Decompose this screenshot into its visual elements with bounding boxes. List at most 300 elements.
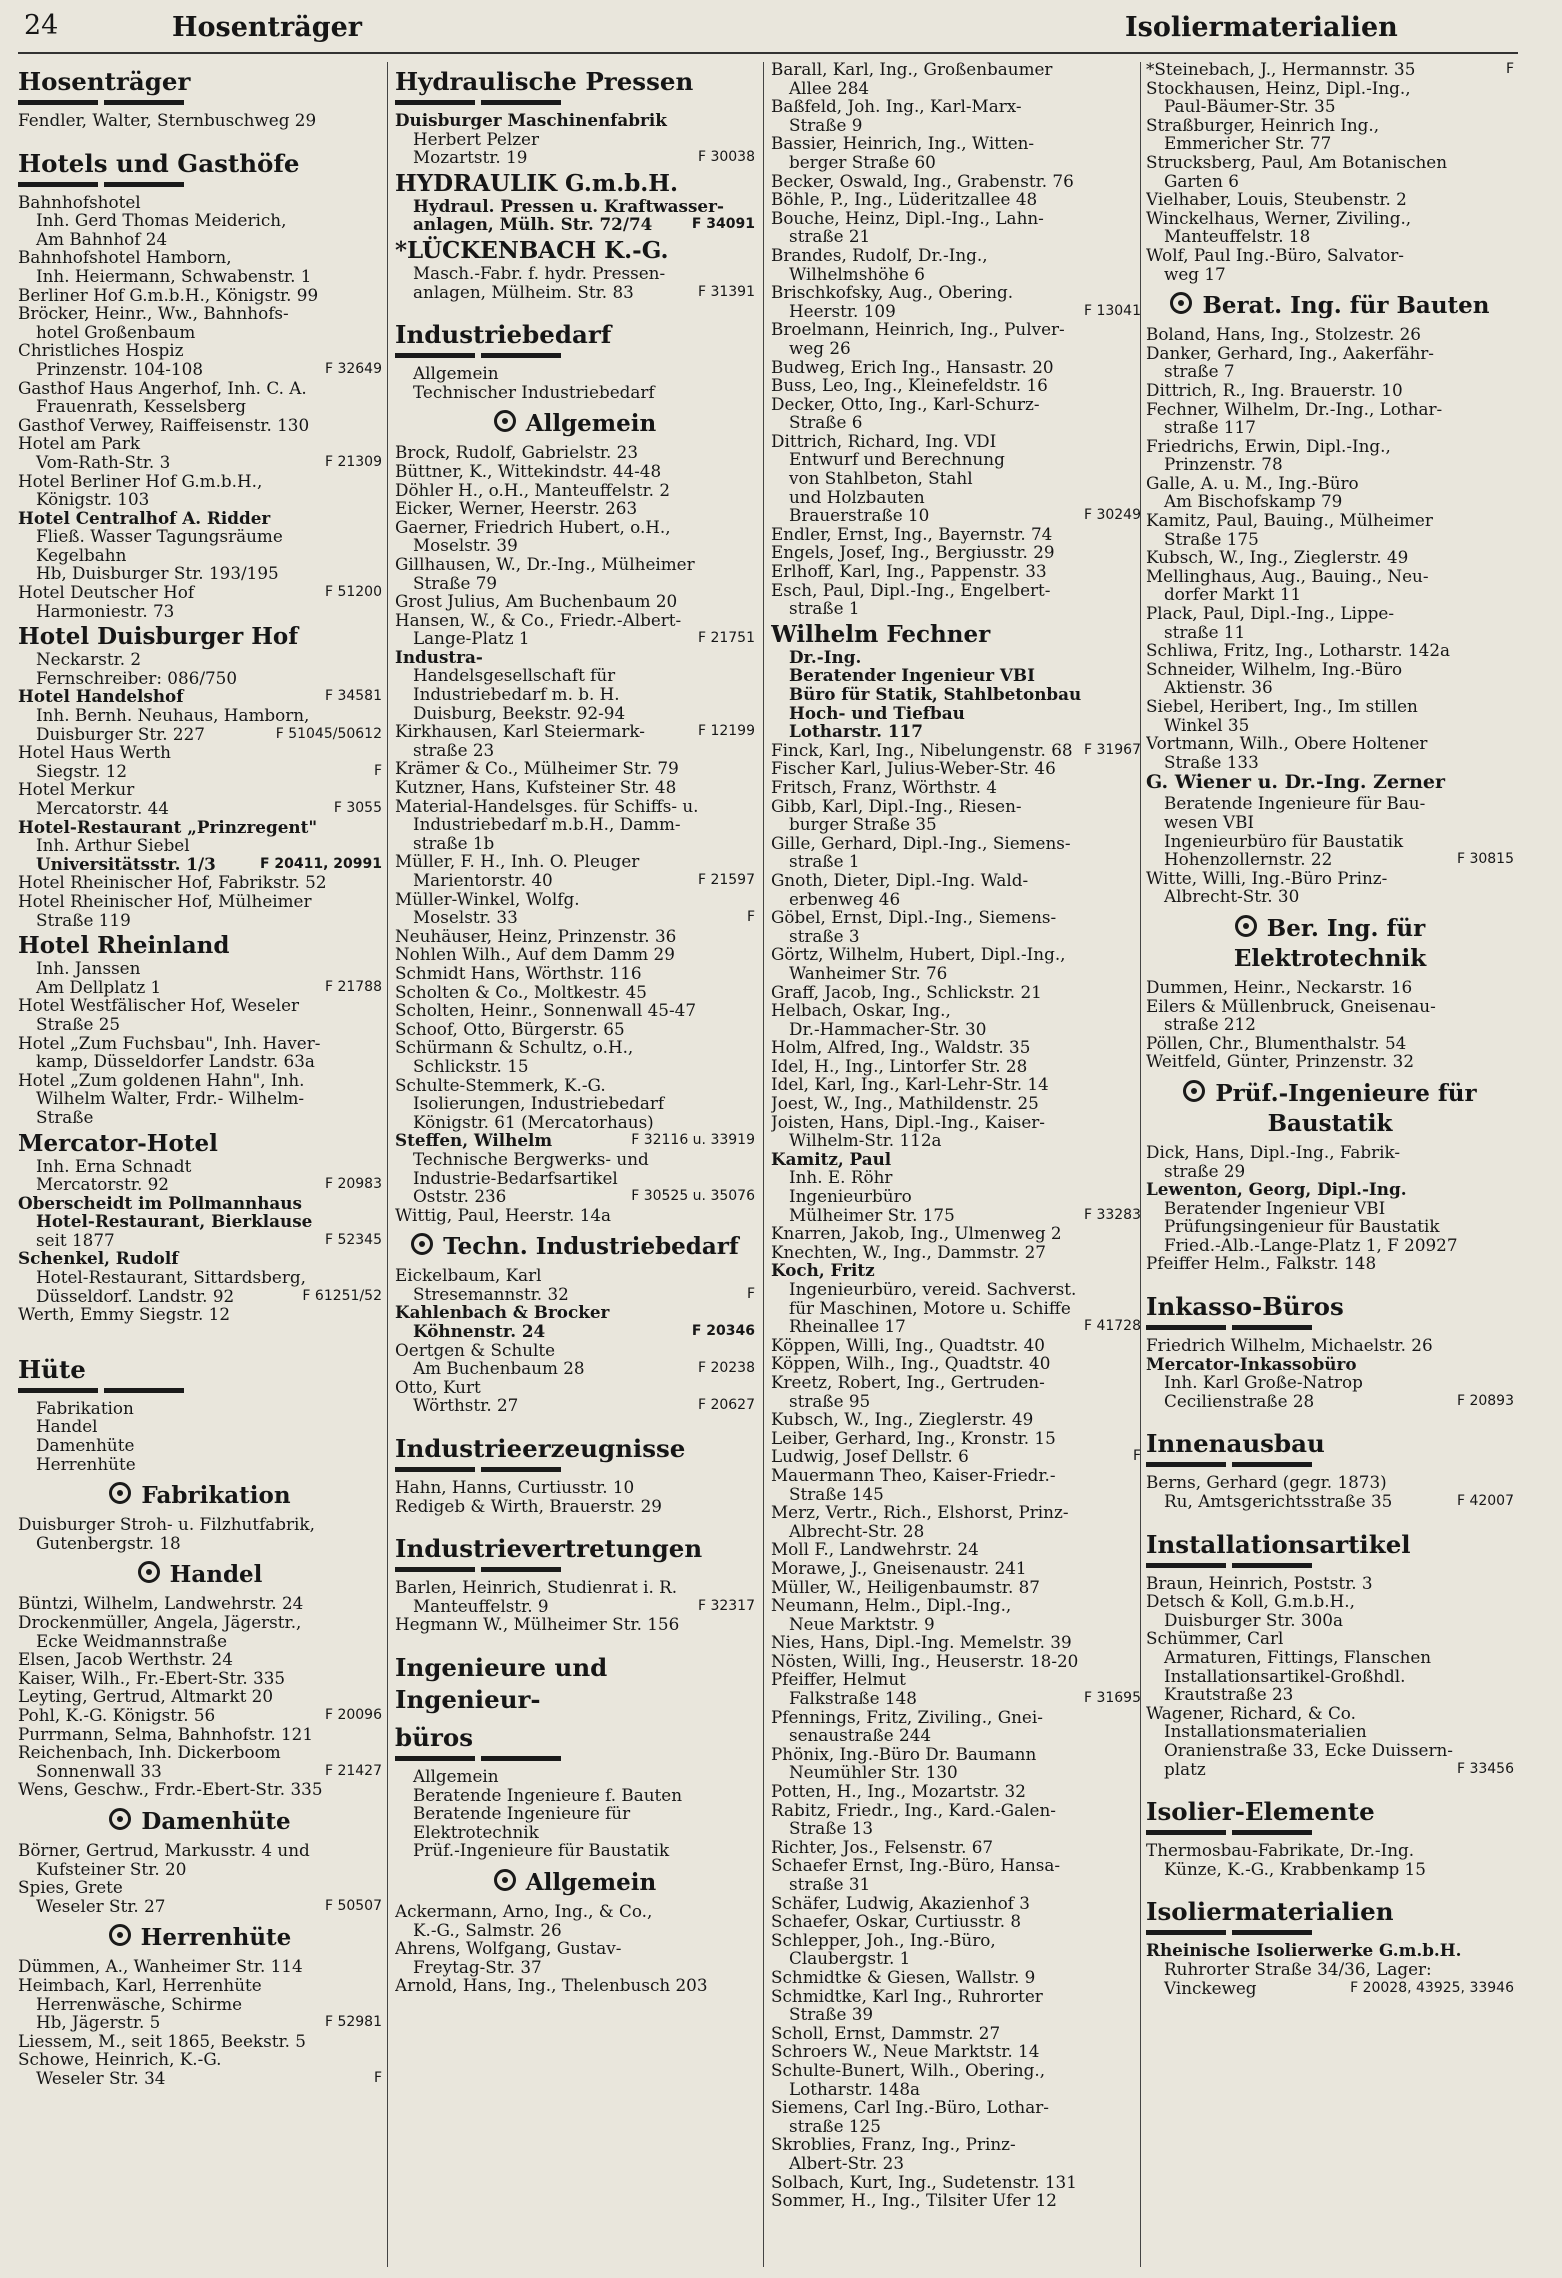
listing-line [395, 964, 755, 983]
listing-line [771, 469, 1141, 488]
heading-rule [1146, 1462, 1316, 1467]
listing-line [1146, 209, 1514, 228]
listing-text: Pöllen, Chr., Blumenthalstr. 54 [1146, 1032, 1407, 1053]
phone-number: F [1132, 1448, 1141, 1465]
listing-text: Kutzner, Hans, Kufsteiner Str. 48 [395, 777, 677, 798]
listing-line [1146, 1236, 1514, 1255]
listing-text: Schmidt Hans, Wörthstr. 116 [395, 962, 642, 983]
heading-rule [1146, 1563, 1316, 1568]
category-heading: Isoliermaterialien [1146, 1897, 1394, 1927]
listing-line [1146, 660, 1514, 679]
listing-line [18, 1594, 382, 1613]
listing-text: Pfeiffer Helm., Falkstr. 148 [1146, 1253, 1377, 1274]
listing-line [1146, 604, 1514, 623]
phone-number: F 51045/50612 [275, 725, 382, 742]
listing-text: Bahnhofshotel Hamborn, [18, 247, 232, 268]
listing-text: Aktienstr. 36 [1164, 677, 1273, 698]
category-heading: Industriebedarf [395, 320, 612, 350]
listing-line [771, 1336, 1141, 1355]
listing-text: Gutenbergstr. 18 [36, 1532, 181, 1553]
listing-line [395, 908, 755, 927]
bullet-circle-icon [109, 1482, 131, 1504]
phone-number: F 52345 [324, 1231, 382, 1248]
listing-line [395, 264, 755, 283]
listing-line [18, 1725, 382, 1744]
column-divider [763, 62, 764, 2267]
phone-number: F [1505, 61, 1514, 77]
listing-line [395, 555, 755, 574]
listing-line [1146, 1473, 1514, 1492]
listing-line [1146, 325, 1514, 344]
listing-text: Straße [36, 1106, 94, 1127]
phone-number: F 20346 [691, 1323, 755, 1340]
listing-text: weg 17 [1164, 263, 1226, 284]
listing-text: weg 26 [789, 337, 851, 358]
listing-text: Technische Bergwerks- und [413, 1148, 649, 1169]
heading-rule [395, 1567, 565, 1572]
listing-text: Hb, Duisburger Str. 193/195 [36, 563, 279, 584]
listing-text: Am Bischofskamp 79 [1164, 491, 1343, 512]
listing-text: Köppen, Wilh., Ing., Quadtstr. 40 [771, 1353, 1051, 1374]
listing-line [1146, 678, 1514, 697]
listing-line [1146, 1492, 1514, 1511]
listing-text: straße 7 [1164, 361, 1235, 382]
category-heading: Industrieerzeugnisse [395, 1434, 686, 1464]
listing-line [771, 581, 1141, 600]
listing-line [395, 1057, 755, 1076]
listing-text: Phönix, Ing.-Büro Dr. Baumann [771, 1743, 1037, 1764]
listing-text: Dümmen, A., Wanheimer Str. 114 [18, 1956, 303, 1977]
listing-line [18, 1089, 382, 1108]
listing-text: Barall, Karl, Ing., Großenbaumer [771, 60, 1053, 79]
heading-rule [18, 100, 188, 105]
listing-line [18, 1194, 382, 1213]
listing-text: Fernschreiber: 086/750 [36, 667, 238, 688]
listing-text: Hotel „Zum goldenen Hahn", Inh. [18, 1069, 305, 1090]
phone-number: F 32317 [697, 1597, 755, 1614]
listing-line [771, 1280, 1141, 1299]
listing-text: Gaerner, Friedrich Hubert, o.H., [395, 516, 671, 537]
listing-text: Merz, Vertr., Rich., Elshorst, Prinz- [771, 1502, 1069, 1523]
listing-line [1146, 548, 1514, 567]
listing-text: Ru, Amtsgerichtsstraße 35 [1164, 1491, 1393, 1512]
listing-line [395, 1615, 755, 1634]
listing-line [771, 2173, 1141, 2192]
listing-line [18, 379, 382, 398]
listing-text: Büntzi, Wilhelm, Landwehrstr. 24 [18, 1593, 304, 1614]
listing-line [395, 1497, 755, 1516]
listing-line [1146, 1760, 1514, 1779]
listing-text: Stresemannstr. 32 [413, 1283, 569, 1304]
listing-text: Straße 145 [789, 1483, 884, 1504]
listing-line [771, 283, 1141, 302]
listing-text: Graff, Jacob, Ing., Schlickstr. 21 [771, 981, 1042, 1002]
listing-text: Schneider, Wilhelm, Ing.-Büro [1146, 658, 1403, 679]
listing-text: Siemens, Carl Ing.-Büro, Lothar- [771, 2097, 1049, 2118]
listing-line [771, 1894, 1141, 1913]
listing-text: Weitfeld, Günter, Prinzenstr. 32 [1146, 1051, 1415, 1072]
listing-text: Mercatorstr. 44 [36, 798, 169, 818]
listing-line [395, 148, 755, 167]
listing-text: Oststr. 236 [413, 1186, 507, 1207]
listing-line [771, 1113, 1141, 1132]
listing-line [18, 1052, 382, 1071]
listing-text: Kirkhausen, Karl Steiermark- [395, 721, 645, 742]
listing-line [771, 1856, 1141, 1875]
listing-line [771, 1243, 1141, 1262]
listing-text: Schulte-Bunert, Wilh., Obering., [771, 2059, 1046, 2080]
listing-line [18, 818, 382, 837]
listing-text: Hydraul. Pressen u. Kraftwasser- [413, 195, 724, 216]
listing-line [18, 1417, 382, 1436]
category-heading: Hüte [18, 1354, 86, 1384]
listing-line [771, 1057, 1141, 1076]
listing-line [18, 836, 382, 855]
listing-line [1146, 79, 1514, 98]
listing-text: Vortmann, Wilh., Obere Holtener [1146, 733, 1428, 754]
listing-text: Rabitz, Friedr., Ing., Kard.-Galen- [771, 1799, 1056, 1820]
listing-text: Herbert Pelzer [413, 128, 539, 149]
listing-text: Stockhausen, Heinz, Dipl.-Ing., [1146, 77, 1411, 98]
listing-text: Frauenrath, Kesselsberg [36, 396, 247, 417]
listing-text: Berns, Gerhard (gegr. 1873) [1146, 1472, 1387, 1493]
listing-text: Duisburger Maschinenfabrik [395, 110, 667, 130]
listing-line [771, 227, 1141, 246]
listing-text: Steffen, Wilhelm [395, 1130, 553, 1151]
listing-text: Heimbach, Karl, Herrenhüte [18, 1974, 262, 1995]
listing-text: Gasthof Verwey, Raiffeisenstr. 130 [18, 414, 310, 435]
listing-line [395, 499, 755, 518]
phone-number: F 21597 [697, 872, 755, 888]
listing-line [771, 2135, 1141, 2154]
listing-line [18, 1687, 382, 1706]
listing-text: Duisburger Str. 227 [36, 723, 205, 744]
listing-line [771, 1466, 1141, 1485]
listing-text: Hoch- und Tiefbau [789, 702, 965, 723]
listing-text: Hotel Rheinischer Hof, Fabrikstr. 52 [18, 872, 327, 893]
listing-line [395, 1150, 755, 1169]
listing-line [1146, 794, 1514, 813]
listing-text: Fritsch, Franz, Wörthstr. 4 [771, 776, 997, 797]
listing-line [771, 722, 1141, 741]
listing-text: Straße 6 [789, 412, 863, 433]
listing-text: Mercatorstr. 92 [36, 1174, 169, 1195]
listing-line [18, 725, 382, 744]
listing-text: Installationsmaterialien [1164, 1721, 1367, 1742]
listing-text: Prüfungsingenieur für Baustatik [1164, 1216, 1440, 1237]
listing-line [771, 704, 1141, 723]
listing-line [18, 360, 382, 379]
listing-line [771, 1689, 1141, 1708]
listing-line [395, 1767, 755, 1786]
subcategory-heading [395, 1868, 755, 1898]
listing-line [18, 2050, 382, 2069]
listing-line [18, 1632, 382, 1651]
listing-line [771, 413, 1141, 432]
listing-text: Ruhrorter Straße 34/36, Lager: [1164, 1958, 1432, 1979]
listing-text: von Stahlbeton, Stahl [789, 468, 973, 489]
subcategory-heading [1146, 291, 1514, 321]
listing-line [771, 190, 1141, 209]
listing-text: Drockenmüller, Angela, Jägerstr., [18, 1612, 302, 1632]
listing-text: Schürmann & Schultz, o.H., [395, 1037, 634, 1058]
listing-line [1146, 734, 1514, 753]
listing-text: Hotel-Restaurant, Sittardsberg, [36, 1267, 306, 1288]
listing-text: Endler, Ernst, Ing., Bayernstr. 74 [771, 523, 1053, 544]
listing-line [771, 1317, 1141, 1336]
listing-line [18, 1071, 382, 1090]
subcategory-label: Allgemein [525, 1868, 657, 1896]
listing-text: Beratende Ingenieure für Bau- [1164, 793, 1426, 814]
listing-text: Döhler H., o.H., Manteuffelstr. 2 [395, 479, 671, 500]
column-3 [771, 60, 1141, 2270]
listing-line [1146, 567, 1514, 586]
listing-text: straße 31 [789, 1874, 871, 1894]
listing-text: Heerstr. 109 [789, 300, 896, 321]
subcategory-heading [18, 1807, 382, 1837]
category-heading: Industrievertretungen [395, 1534, 703, 1564]
listing-text: Duisburger Stroh- u. Filzhutfabrik, [18, 1514, 315, 1535]
listing-line [771, 60, 1141, 79]
spacer [18, 1324, 382, 1336]
listing-line [1146, 585, 1514, 604]
listing-text: Nies, Hans, Dipl.-Ing. Memelstr. 39 [771, 1632, 1072, 1653]
listing-line [1146, 978, 1514, 997]
column-divider [1140, 62, 1141, 2267]
listing-text: Gasthof Haus Angerhof, Inh. C. A. [18, 377, 307, 398]
listing-text: Beratende Ingenieure für [413, 1803, 631, 1824]
listing-text: Solbach, Kurt, Ing., Sudetenstr. 131 [771, 2171, 1077, 2192]
phone-number: F 21751 [697, 630, 755, 647]
listing-text: Köppen, Willi, Ing., Quadtstr. 40 [771, 1334, 1045, 1355]
listing-text: Büro für Statik, Stahlbetonbau [789, 684, 1082, 704]
listing-text: Dick, Hans, Dipl.-Ing., Fabrik- [1146, 1141, 1401, 1162]
heading-rule [1146, 1325, 1316, 1330]
listing-line [771, 2080, 1141, 2099]
listing-text: Christliches Hospiz [18, 340, 184, 361]
phone-number: F 20983 [324, 1176, 382, 1193]
listing-text: Straße 119 [36, 909, 131, 930]
listing-text: Decker, Otto, Ing., Karl-Schurz- [771, 393, 1040, 414]
listing-text: Neumann, Helm., Dipl.-Ing., [771, 1595, 1012, 1616]
listing-text: Fechner, Wilhelm, Dr.-Ing., Lothar- [1146, 398, 1443, 419]
bullet-circle-icon [109, 1924, 131, 1946]
phone-number: F 30038 [697, 149, 755, 166]
subcategory-heading [395, 1232, 755, 1262]
listing-line [1146, 362, 1514, 381]
listing-line [18, 1878, 382, 1897]
listing-line [771, 1410, 1141, 1429]
listing-text: Leyting, Gertrud, Altmarkt 20 [18, 1686, 273, 1707]
listing-line [1146, 1592, 1514, 1611]
listing-line [771, 945, 1141, 964]
listing-line [771, 1615, 1141, 1634]
listing-line [1146, 492, 1514, 511]
listing-line [395, 1578, 755, 1597]
category-heading: Inkasso-Büros [1146, 1292, 1344, 1322]
listing-line [18, 2032, 382, 2051]
listing-line [771, 2117, 1141, 2136]
listing-line [771, 1020, 1141, 1039]
phone-number: F 30525 u. 35076 [631, 1188, 755, 1205]
listing-line [1146, 1741, 1514, 1760]
phone-number: F 20893 [1456, 1392, 1514, 1409]
listing-line [18, 1455, 382, 1474]
subcategory-heading [1146, 1109, 1514, 1139]
listing-line [18, 669, 382, 688]
listing-text: Fendler, Walter, Sternbuschweg 29 [18, 110, 317, 130]
listing-text: Plack, Paul, Dipl.-Ing., Lippe- [1146, 603, 1394, 624]
listing-text: Hotel Merkur [18, 779, 135, 800]
heading-rule [18, 1388, 188, 1393]
listing-line [395, 283, 755, 302]
header-rule [18, 52, 1518, 54]
listing-line [18, 1515, 382, 1534]
listing-line [18, 1650, 382, 1669]
listing-line [771, 599, 1141, 618]
listing-line [18, 1015, 382, 1034]
listing-text: anlagen, Mülh. Str. 72/74 [413, 214, 653, 235]
listing-line [771, 506, 1141, 525]
listing-text: straße 1b [413, 832, 495, 853]
listing-text: Oertgen & Schulte [395, 1339, 556, 1360]
listing-line [18, 1613, 382, 1632]
listing-line [771, 246, 1141, 265]
listing-line [771, 450, 1141, 469]
phone-number: F 42007 [1456, 1493, 1514, 1510]
listing-text: Hotel-Restaurant, Bierklause [36, 1211, 313, 1232]
bullet-circle-icon [494, 1869, 516, 1891]
listing-text: Galle, A. u. M., Ing.-Büro [1146, 472, 1359, 493]
listing-text: Fried.-Alb.-Lange-Platz 1, F 20927 [1164, 1234, 1458, 1255]
listing-text: erbenweg 46 [789, 888, 901, 909]
listing-text: Ingenieurbüro für Baustatik [1164, 830, 1404, 851]
listing-text: Hotel Haus Werth [18, 742, 171, 763]
spacer [1146, 1778, 1514, 1790]
listing-text: Elsen, Jacob Werthstr. 24 [18, 1649, 233, 1670]
spacer [1146, 1878, 1514, 1890]
listing-text: Schmidtke, Karl Ing., Ruhrorter [771, 1985, 1043, 2006]
listing-line [18, 434, 382, 453]
listing-line [771, 890, 1141, 909]
listing-text: Ecke Weidmannstraße [36, 1630, 228, 1651]
listing-line [1146, 1143, 1514, 1162]
listing-line [18, 564, 382, 583]
phone-number: F 20096 [324, 1706, 382, 1723]
listing-line [395, 1976, 755, 1995]
spacer [1146, 1511, 1514, 1523]
listing-line [1146, 1052, 1514, 1071]
listing-text: anlagen, Mülheim. Str. 83 [413, 281, 634, 302]
phone-number: F 21427 [324, 1762, 382, 1779]
listing-line [771, 2098, 1141, 2117]
listing-text: Wolf, Paul Ing.-Büro, Salvator- [1146, 244, 1404, 265]
listing-line [18, 2013, 382, 2032]
listing-line [1146, 1722, 1514, 1741]
listing-text: Gnoth, Dieter, Dipl.-Ing. Wald- [771, 869, 1029, 890]
column-4 [1146, 60, 1514, 2270]
listing-line [771, 797, 1141, 816]
listing-text: Bouche, Heinz, Dipl.-Ing., Lahn- [771, 207, 1044, 228]
listing-line [18, 193, 382, 212]
listing-text: Lange-Platz 1 [413, 628, 530, 649]
listing-line [771, 1912, 1141, 1931]
listing-text: Installationsartikel-Großhdl. [1164, 1665, 1406, 1686]
listing-text: Mellinghaus, Aug., Bauing., Neu- [1146, 565, 1429, 586]
phone-number: F 30249 [1083, 507, 1141, 524]
listing-line [395, 1322, 755, 1341]
listing-text: Purrmann, Selma, Bahnhofstr. 121 [18, 1723, 314, 1744]
subcategory-heading [1146, 944, 1514, 974]
listing-line [18, 397, 382, 416]
category-heading: Hosenträger [18, 67, 191, 96]
phone-number: F 41728 [1083, 1318, 1141, 1335]
listing-text: Beratender Ingenieur VBI [1164, 1197, 1386, 1218]
listing-line [18, 490, 382, 509]
listing-text: Straße 79 [413, 572, 498, 593]
listing-line [771, 1763, 1141, 1782]
listing-line [395, 778, 755, 797]
listing-text: Holm, Alfred, Ing., Waldstr. 35 [771, 1037, 1031, 1058]
listing-line [18, 1976, 382, 1995]
listing-line [1146, 344, 1514, 363]
listing-text: straße 1 [789, 851, 860, 872]
subcategory-label: Handel [169, 1561, 263, 1589]
category-heading: büros [395, 1723, 473, 1752]
listing-text: Fließ. Wasser Tagungsräume [36, 526, 283, 547]
listing-text: Mauermann Theo, Kaiser-Friedr.- [771, 1464, 1056, 1485]
listing-text: Krautstraße 23 [1164, 1684, 1294, 1705]
listing-line [1146, 1648, 1514, 1667]
listing-text: Neue Marktstr. 9 [789, 1613, 935, 1634]
listing-text: Prinzenstr. 104-108 [36, 358, 204, 379]
listing-line [771, 2061, 1141, 2080]
listing-text: Knechten, W., Ing., Dammstr. 27 [771, 1241, 1046, 1262]
listing-line [1146, 511, 1514, 530]
phone-number: F 31967 [1083, 741, 1141, 758]
listing-text: straße 1 [789, 598, 860, 619]
listing-text: Siebel, Heribert, Ing., Im stillen [1146, 696, 1418, 716]
page-number: 24 [24, 10, 59, 41]
listing-line [1146, 997, 1514, 1016]
listing-text: Müller-Winkel, Wolfg. [395, 888, 580, 909]
listing-text: Manteuffelstr. 9 [413, 1595, 549, 1616]
listing-line [18, 1212, 382, 1231]
listing-line [1146, 1960, 1514, 1979]
listing-line [18, 780, 382, 799]
listing-line [771, 302, 1141, 321]
listing-line [395, 574, 755, 593]
listing-line [18, 1841, 382, 1860]
listing-text: Industrie-Bedarfsartikel [413, 1167, 618, 1188]
listing-name [771, 621, 1141, 648]
listing-text: dorfer Markt 11 [1164, 584, 1302, 605]
listing-text: Schulte-Stemmerk, K.-G. [395, 1074, 606, 1095]
listing-line [18, 873, 382, 892]
listing-line [395, 1786, 755, 1805]
listing-line [771, 1131, 1141, 1150]
listing-line [771, 320, 1141, 339]
listing-text: Pfennings, Fritz, Ziviling., Gnei- [771, 1706, 1043, 1727]
subcategory-label: Berat. Ing. für Bauten [1202, 292, 1490, 320]
listing-text: Brandes, Rudolf, Dr.-Ing., [771, 244, 988, 265]
listing-line [18, 743, 382, 762]
listing-line [18, 762, 382, 781]
listing-text: Becker, Oswald, Ing., Grabenstr. 76 [771, 170, 1074, 191]
listing-text: Inh. Karl Große-Natrop [1164, 1372, 1363, 1393]
listing-text: Finck, Karl, Ing., Nibelungenstr. 68 [771, 739, 1073, 760]
listing-line [18, 230, 382, 249]
